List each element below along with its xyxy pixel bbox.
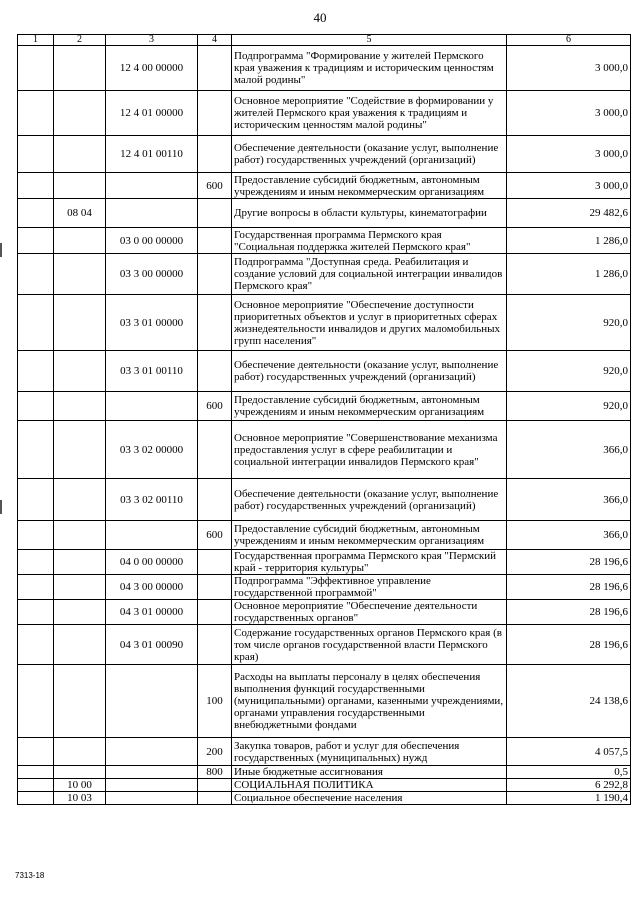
amount: 24 138,6 bbox=[507, 665, 631, 738]
table-row bbox=[18, 173, 631, 199]
margin-mark bbox=[0, 243, 2, 257]
item-name: Обеспечение деятельности (оказание услуг, выполнение работ) государственных учреждений (организаций) bbox=[232, 136, 507, 173]
item-name: СОЦИАЛЬНАЯ ПОЛИТИКА bbox=[232, 779, 507, 792]
target-article-code: 12 4 01 00000 bbox=[106, 91, 198, 136]
expense-type-code bbox=[198, 254, 232, 295]
section-code bbox=[54, 575, 106, 600]
amount: 6 292,8 bbox=[507, 779, 631, 792]
item-name: Предоставление субсидий бюджетным, автономным учреждениям и иным некоммерческим организациям bbox=[232, 392, 507, 421]
expense-type-code: 600 bbox=[198, 173, 232, 199]
table-row bbox=[18, 575, 631, 600]
expense-type-code: 600 bbox=[198, 392, 232, 421]
target-article-code bbox=[106, 392, 198, 421]
section-code bbox=[54, 665, 106, 738]
column-header: 2 bbox=[54, 35, 106, 46]
expense-type-code bbox=[198, 228, 232, 254]
item-name: Подпрограмма "Формирование у жителей Пермского края уважения к традициям и историческим ценностям малой родины" bbox=[232, 46, 507, 91]
footer-code: 7313-18 bbox=[15, 871, 45, 880]
section-code bbox=[54, 479, 106, 521]
col1-cell bbox=[18, 392, 54, 421]
header-row bbox=[18, 35, 631, 46]
margin-mark bbox=[0, 500, 2, 514]
section-code bbox=[54, 351, 106, 392]
amount: 3 000,0 bbox=[507, 46, 631, 91]
target-article-code: 04 3 01 00090 bbox=[106, 625, 198, 665]
col1-cell bbox=[18, 521, 54, 550]
amount: 28 196,6 bbox=[507, 575, 631, 600]
table-row bbox=[18, 738, 631, 766]
expense-type-code: 600 bbox=[198, 521, 232, 550]
table-row bbox=[18, 46, 631, 91]
item-name: Закупка товаров, работ и услуг для обеспечения государственных (муниципальных) нужд bbox=[232, 738, 507, 766]
section-code bbox=[54, 625, 106, 665]
section-code: 10 00 bbox=[54, 779, 106, 792]
amount: 28 196,6 bbox=[507, 600, 631, 625]
item-name: Предоставление субсидий бюджетным, автономным учреждениям и иным некоммерческим организациям bbox=[232, 521, 507, 550]
table-row bbox=[18, 392, 631, 421]
amount: 4 057,5 bbox=[507, 738, 631, 766]
target-article-code: 03 0 00 00000 bbox=[106, 228, 198, 254]
amount: 1 286,0 bbox=[507, 254, 631, 295]
item-name: Расходы на выплаты персоналу в целях обеспечения выполнения функций государственными (муниципальными) органами, казенными учреждениями, органами управления государственными внебюджетными фондами bbox=[232, 665, 507, 738]
target-article-code bbox=[106, 665, 198, 738]
item-name: Социальное обеспечение населения bbox=[232, 792, 507, 805]
table-row bbox=[18, 479, 631, 521]
target-article-code: 03 3 02 00000 bbox=[106, 421, 198, 479]
section-code bbox=[54, 421, 106, 479]
col1-cell bbox=[18, 575, 54, 600]
expense-type-code bbox=[198, 295, 232, 351]
section-code bbox=[54, 600, 106, 625]
col1-cell bbox=[18, 295, 54, 351]
section-code: 10 03 bbox=[54, 792, 106, 805]
col1-cell bbox=[18, 550, 54, 575]
amount: 28 196,6 bbox=[507, 625, 631, 665]
amount: 366,0 bbox=[507, 521, 631, 550]
section-code bbox=[54, 46, 106, 91]
table-row bbox=[18, 136, 631, 173]
table-row bbox=[18, 91, 631, 136]
col1-cell bbox=[18, 792, 54, 805]
target-article-code bbox=[106, 766, 198, 779]
table-row bbox=[18, 199, 631, 228]
expense-type-code: 800 bbox=[198, 766, 232, 779]
target-article-code: 04 0 00 00000 bbox=[106, 550, 198, 575]
col1-cell bbox=[18, 228, 54, 254]
section-code: 08 04 bbox=[54, 199, 106, 228]
amount: 366,0 bbox=[507, 421, 631, 479]
target-article-code: 12 4 00 00000 bbox=[106, 46, 198, 91]
target-article-code: 12 4 01 00110 bbox=[106, 136, 198, 173]
target-article-code: 03 3 02 00110 bbox=[106, 479, 198, 521]
table-row bbox=[18, 254, 631, 295]
col1-cell bbox=[18, 421, 54, 479]
col1-cell bbox=[18, 766, 54, 779]
column-header: 6 bbox=[507, 35, 631, 46]
table-row bbox=[18, 521, 631, 550]
section-code bbox=[54, 521, 106, 550]
amount: 366,0 bbox=[507, 479, 631, 521]
target-article-code bbox=[106, 738, 198, 766]
table-row bbox=[18, 351, 631, 392]
table-row bbox=[18, 779, 631, 792]
col1-cell bbox=[18, 351, 54, 392]
expense-type-code bbox=[198, 779, 232, 792]
col1-cell bbox=[18, 199, 54, 228]
col1-cell bbox=[18, 136, 54, 173]
table-body bbox=[18, 46, 631, 805]
section-code bbox=[54, 550, 106, 575]
item-name: Обеспечение деятельности (оказание услуг, выполнение работ) государственных учреждений (организаций) bbox=[232, 479, 507, 521]
item-name: Иные бюджетные ассигнования bbox=[232, 766, 507, 779]
item-name: Подпрограмма "Доступная среда. Реабилитация и создание условий для социальной интеграции инвалидов Пермского края" bbox=[232, 254, 507, 295]
item-name: Обеспечение деятельности (оказание услуг, выполнение работ) государственных учреждений (организаций) bbox=[232, 351, 507, 392]
expense-type-code bbox=[198, 575, 232, 600]
section-code bbox=[54, 136, 106, 173]
section-code bbox=[54, 738, 106, 766]
col1-cell bbox=[18, 625, 54, 665]
expense-type-code bbox=[198, 625, 232, 665]
expense-type-code bbox=[198, 136, 232, 173]
target-article-code: 04 3 01 00000 bbox=[106, 600, 198, 625]
target-article-code bbox=[106, 199, 198, 228]
target-article-code: 03 3 01 00110 bbox=[106, 351, 198, 392]
col1-cell bbox=[18, 665, 54, 738]
item-name: Предоставление субсидий бюджетным, автономным учреждениям и иным некоммерческим организациям bbox=[232, 173, 507, 199]
table-row bbox=[18, 421, 631, 479]
table-row bbox=[18, 228, 631, 254]
expense-type-code: 200 bbox=[198, 738, 232, 766]
item-name: Основное мероприятие "Совершенствование механизма предоставления услуг в сфере реабилитации и социальной интеграции инвалидов Пермского края" bbox=[232, 421, 507, 479]
item-name: Содержание государственных органов Пермского края (в том числе органов государственной власти Пермского края) bbox=[232, 625, 507, 665]
expense-type-code bbox=[198, 199, 232, 228]
target-article-code: 03 3 01 00000 bbox=[106, 295, 198, 351]
page-number: 40 bbox=[313, 10, 327, 25]
expense-type-code bbox=[198, 421, 232, 479]
amount: 3 000,0 bbox=[507, 91, 631, 136]
expense-type-code bbox=[198, 792, 232, 805]
amount: 920,0 bbox=[507, 295, 631, 351]
col1-cell bbox=[18, 254, 54, 295]
col1-cell bbox=[18, 91, 54, 136]
item-name: Государственная программа Пермского края "Пермский край - территория культуры" bbox=[232, 550, 507, 575]
column-header: 5 bbox=[232, 35, 507, 46]
item-name: Основное мероприятие "Содействие в формировании у жителей Пермского края уважения к традициям и историческим ценностям малой родины" bbox=[232, 91, 507, 136]
section-code bbox=[54, 392, 106, 421]
target-article-code: 04 3 00 00000 bbox=[106, 575, 198, 600]
target-article-code bbox=[106, 779, 198, 792]
table-row bbox=[18, 665, 631, 738]
amount: 1 190,4 bbox=[507, 792, 631, 805]
amount: 29 482,6 bbox=[507, 199, 631, 228]
table-row bbox=[18, 766, 631, 779]
amount: 3 000,0 bbox=[507, 136, 631, 173]
table-row bbox=[18, 295, 631, 351]
col1-cell bbox=[18, 173, 54, 199]
col1-cell bbox=[18, 779, 54, 792]
table-row bbox=[18, 625, 631, 665]
target-article-code bbox=[106, 792, 198, 805]
col1-cell bbox=[18, 738, 54, 766]
amount: 0,5 bbox=[507, 766, 631, 779]
col1-cell bbox=[18, 600, 54, 625]
item-name: Другие вопросы в области культуры, кинематографии bbox=[232, 199, 507, 228]
amount: 920,0 bbox=[507, 392, 631, 421]
expense-type-code bbox=[198, 351, 232, 392]
section-code bbox=[54, 295, 106, 351]
expense-type-code bbox=[198, 91, 232, 136]
item-name: Подпрограмма "Эффективное управление государственной программой" bbox=[232, 575, 507, 600]
item-name: Основное мероприятие "Обеспечение доступности приоритетных объектов и услуг в приоритетных сферах жизнедеятельности инвалидов и других маломобильных групп населения" bbox=[232, 295, 507, 351]
table-row bbox=[18, 792, 631, 805]
item-name: Государственная программа Пермского края "Социальная поддержка жителей Пермского края" bbox=[232, 228, 507, 254]
budget-table bbox=[17, 34, 631, 805]
table-row bbox=[18, 600, 631, 625]
expense-type-code bbox=[198, 600, 232, 625]
target-article-code bbox=[106, 173, 198, 199]
section-code bbox=[54, 228, 106, 254]
expense-type-code bbox=[198, 479, 232, 521]
section-code bbox=[54, 766, 106, 779]
section-code bbox=[54, 91, 106, 136]
item-name: Основное мероприятие "Обеспечение деятельности государственных органов" bbox=[232, 600, 507, 625]
expense-type-code bbox=[198, 550, 232, 575]
target-article-code bbox=[106, 521, 198, 550]
expense-type-code bbox=[198, 46, 232, 91]
section-code bbox=[54, 173, 106, 199]
col1-cell bbox=[18, 46, 54, 91]
expense-type-code: 100 bbox=[198, 665, 232, 738]
amount: 3 000,0 bbox=[507, 173, 631, 199]
column-header: 1 bbox=[18, 35, 54, 46]
column-header: 4 bbox=[198, 35, 232, 46]
col1-cell bbox=[18, 479, 54, 521]
column-header: 3 bbox=[106, 35, 198, 46]
amount: 920,0 bbox=[507, 351, 631, 392]
table-row bbox=[18, 550, 631, 575]
amount: 1 286,0 bbox=[507, 228, 631, 254]
target-article-code: 03 3 00 00000 bbox=[106, 254, 198, 295]
section-code bbox=[54, 254, 106, 295]
amount: 28 196,6 bbox=[507, 550, 631, 575]
